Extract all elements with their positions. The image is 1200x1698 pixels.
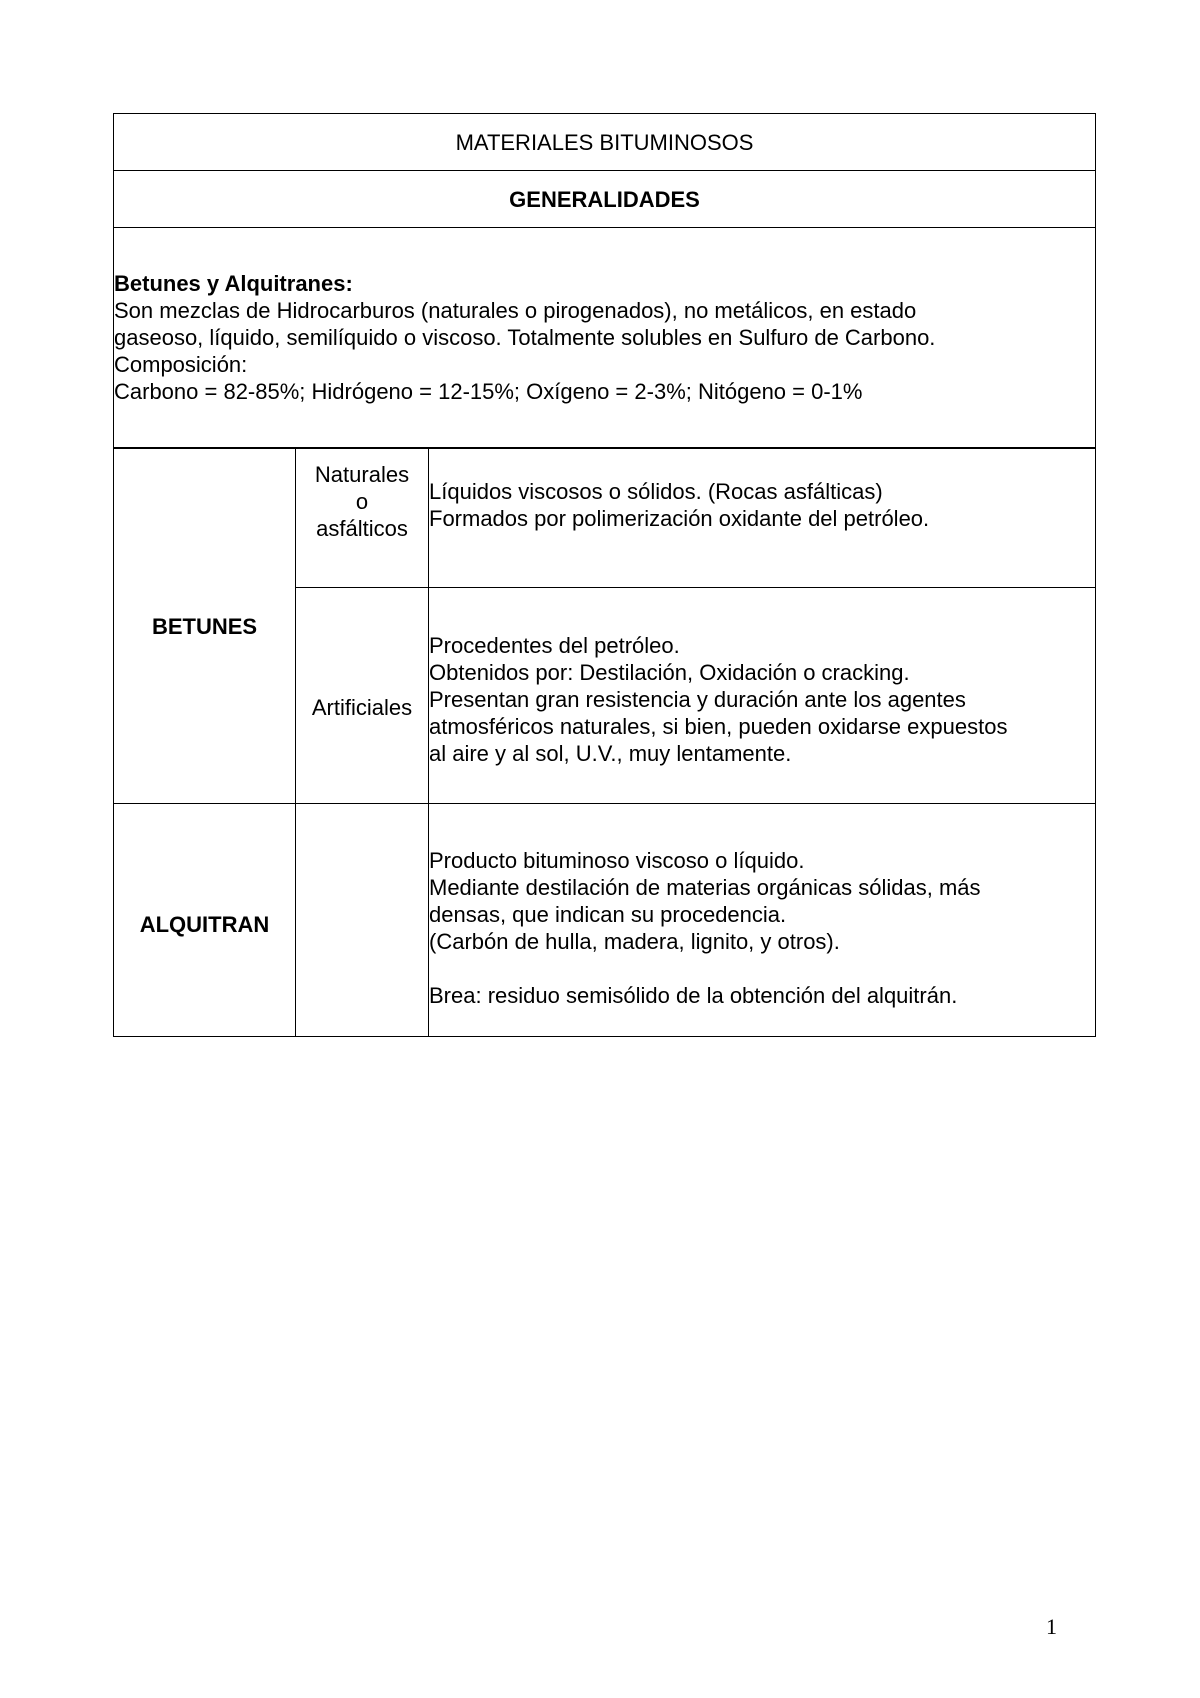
description-line: Obtenidos por: Destilación, Oxidación o cracking.	[429, 659, 910, 685]
intro-line: Son mezclas de Hidrocarburos (naturales o pirogenados), no metálicos, en estado	[114, 298, 917, 323]
artificiales-description	[429, 588, 1096, 804]
alquitran-row	[114, 804, 1096, 1037]
description-line: Presentan gran resistencia y duración ante los agentes	[429, 686, 966, 712]
brea-note: Brea: residuo semisólido de la obtención del alquitrán.	[429, 983, 958, 1008]
description-line: Mediante destilación de materias orgánicas sólidas, más	[429, 875, 981, 900]
description-line: (Carbón de hulla, madera, lignito, y otros).	[429, 929, 840, 954]
description-line: densas, que indican su procedencia.	[429, 902, 787, 927]
alquitran-description	[429, 804, 1096, 1037]
alquitran-category: ALQUITRAN	[114, 804, 296, 1037]
description-line: Procedentes del petróleo.	[429, 632, 680, 658]
description-line: Formados por polimerización oxidante del petróleo.	[429, 506, 930, 531]
betunes-naturales-row	[114, 448, 1096, 588]
naturales-label-line: Naturales	[314, 462, 410, 487]
description-line: atmosféricos naturales, si bien, pueden oxidarse expuestos	[429, 713, 1008, 739]
naturales-label-line: o	[355, 489, 369, 514]
section-subtitle: GENERALIDADES	[114, 171, 1096, 228]
naturales-label-line: asfálticos	[316, 516, 408, 541]
materials-table	[113, 113, 1096, 1037]
description-line: al aire y al sol, U.V., muy lentamente.	[429, 740, 792, 766]
naturales-description	[429, 448, 1096, 588]
naturales-label	[296, 448, 429, 588]
alquitran-subtype-empty	[296, 804, 429, 1037]
artificiales-label: Artificiales	[296, 588, 429, 804]
intro-line: Composición:	[114, 352, 248, 377]
page-number: 1	[1046, 1614, 1057, 1639]
blank-line	[429, 955, 1095, 982]
intro-heading: Betunes y Alquitranes:	[114, 271, 353, 296]
description-line: Líquidos viscosos o sólidos. (Rocas asfálticas)	[429, 479, 883, 504]
intro-cell	[114, 228, 1096, 449]
title-row	[114, 114, 1096, 171]
intro-line: gaseoso, líquido, semilíquido o viscoso. Totalmente solubles en Sulfuro de Carbono.	[114, 325, 936, 350]
subtitle-row	[114, 171, 1096, 228]
document-title: MATERIALES BITUMINOSOS	[114, 114, 1096, 171]
intro-row	[114, 228, 1096, 449]
description-line: Producto bituminoso viscoso o líquido.	[429, 848, 805, 873]
betunes-category: BETUNES	[114, 448, 296, 804]
intro-line: Carbono = 82-85%; Hidrógeno = 12-15%; Oxígeno = 2-3%; Nitógeno = 0-1%	[114, 379, 863, 404]
